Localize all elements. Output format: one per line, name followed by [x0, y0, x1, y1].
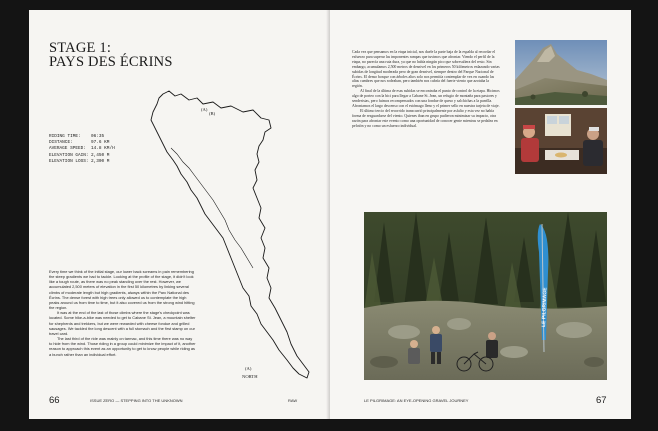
stage-title-line-1: STAGE 1: — [49, 40, 112, 56]
left-page — [29, 10, 330, 419]
photo-mountain-landscape — [515, 40, 607, 105]
stat-elevation-gain: ELEVATION GAIN: 2,450 M — [49, 152, 110, 158]
mountain-image — [515, 40, 607, 105]
photo-riders-at-table — [515, 108, 607, 174]
page-number-right: 67 — [596, 395, 607, 406]
body-text-spanish — [352, 50, 500, 129]
map-label-start: (A) — [245, 366, 252, 371]
stat-distance: DISTANCE: 97.6 KM — [49, 140, 110, 146]
body-paragraph: El último tercio del recorrido transcurrió principalmente por asfalto y esta vez no había forma de resguardarse del viento. Quienes iban en grupo pudieron minimizar su impacto, otra razón para afrontar este evento como una oportunidad de conocer gente mientras se pedalea en pelotón y no como un esfuerzo individual. — [352, 108, 498, 128]
folio-section: RAW — [288, 398, 298, 403]
body-paragraph: The last third of the ride was mainly on tarmac, and this time there was no way to hide from the wind. Those riding in a group could minimize the impact of it, another reason to approach this event as an opportunity to get to know people while riding as a bunch rather than an individual effort. — [49, 336, 196, 357]
folio-title: LE PILGRIMAGE: AN EYE-OPENING GRAVEL JOURNEY — [364, 398, 469, 403]
folio-issue: ISSUE ZERO — STEPPING INTO THE UNKNOWN — [90, 398, 183, 403]
riders-table-image — [515, 108, 607, 174]
map-label-b: (B) — [209, 111, 216, 116]
right-page — [330, 10, 631, 419]
body-text-english — [49, 269, 196, 357]
photo-checkpoint-forest — [364, 212, 607, 380]
body-paragraph: Al final de la última de esas subidas se encontraba el punto de control de la etapa. Hicimos algo de porteo con la bici para llegar a Cabane St. Jean, un refugio de montaña para pastores y senderistas, pero fuimos recompensados con una fondue de queso y salchichas a la parrilla. Afrontamos el largo descenso con el estómago lleno y el primer sello en nuestra tarjeta de viaje. — [352, 89, 500, 108]
body-paragraph: Every time we think of the initial stage, our lower back screams in pain remembering the steep gradients we had to tackle. Looking at the profile of the stage, it didn't look like a tough route, as there was no peak standing over the rest. However, we accumulated 2,500 meters of elevation in the first 50 kilometres by linking several climbs of moderate length but high gradients, always within the Parc National des Écrins. The dense forest with high trees only allowed us to contemplate the high peaks around us from time to time, but it also covered us from the strong wind hitting the region. — [49, 269, 195, 311]
body-paragraph: It was at the end of the last of those climbs where the stage's checkpoint was located. Some hike-a-bike was needed to get to Cabane St. Jean, a mountain shelter for shepherds and trekkers, but we were rewarded with cheese fondue and grilled sausages. We tackled the long descent with a full stomach and the first stamp on our travel card. — [49, 310, 196, 336]
stat-average-speed: AVERAGE SPEED: 14.8 KM/H — [49, 146, 115, 152]
stage-title-line-2: PAYS DES ÉCRINS — [49, 54, 173, 70]
stage-title — [49, 41, 249, 69]
body-paragraph: Cada vez que pensamos en la etapa inicial, nos duele la parte baja de la espalda al recordar el esfuerzo para superar las imponentes rampas que tuvimos que afrontar. Viendo el perfil de la etapa, no parecía una ruta dura, ya que no había ningún pico que sobresaliera del resto. Sin embargo, acumulamos 2,500 metros de desnivel en los primeros 50 kilómetros enlazando varias subidas de longitud moderada pero de gran desnivel, siempre dentro del Parque Nacional de Écrins. El denso bosque con árboles altos solo nos permitía contemplar de vez en cuando las altas cumbres que nos rodeaban, pero también nos cubría del fuerte viento que azotaba la región. — [352, 50, 500, 89]
checkpoint-image — [364, 212, 607, 380]
map-north-label: NORTH — [242, 374, 258, 379]
stat-elevation-loss: ELEVATION LOSS: 2,300 M — [49, 158, 110, 164]
map-label-a: (A) — [201, 107, 208, 112]
stage-stats — [49, 134, 115, 165]
page-number-left: 66 — [49, 395, 60, 406]
banner-text: LE PILGRIMAGE — [541, 287, 549, 328]
stat-riding-time: RIDING TIME: 06:35 — [49, 134, 105, 139]
route-inner-detail — [171, 148, 253, 268]
